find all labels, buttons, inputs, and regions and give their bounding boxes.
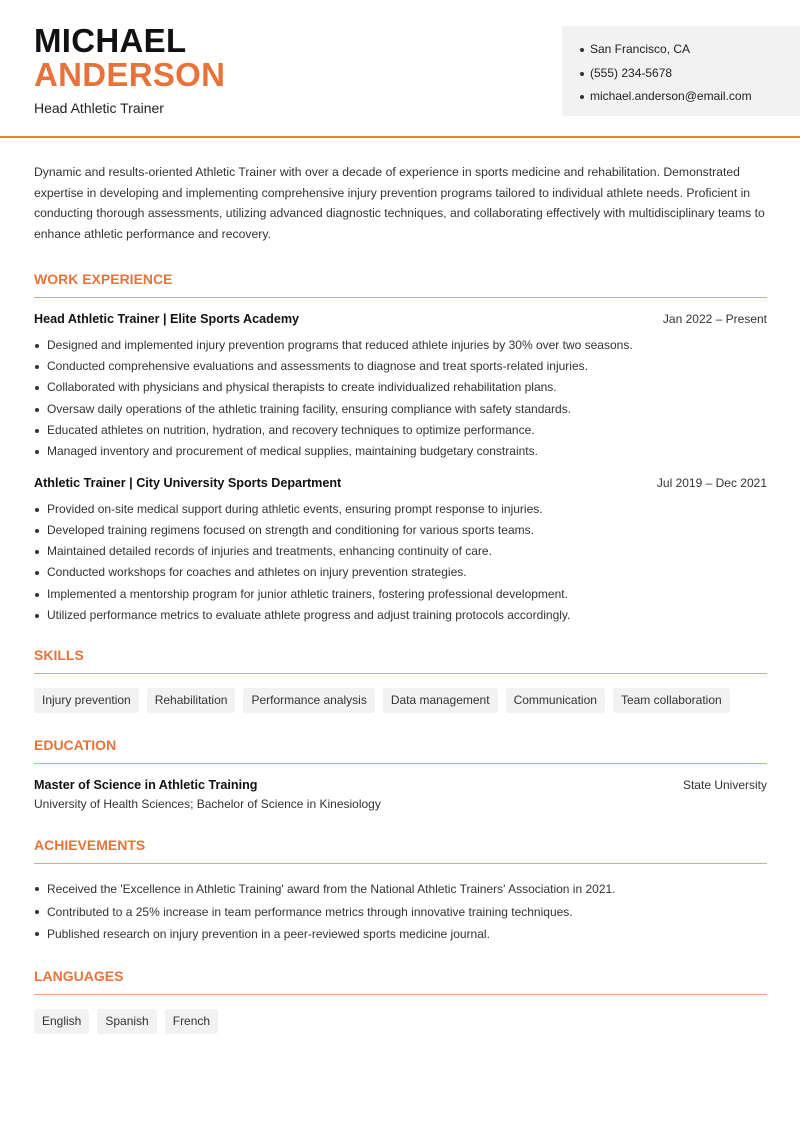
list-item: Developed training regimens focused on strength and conditioning for various sports teams. (34, 520, 767, 541)
list-item: Oversaw daily operations of the athletic training facility, ensuring compliance with safety standards. (34, 399, 767, 420)
list-item: Educated athletes on nutrition, hydration, and recovery techniques to optimize performance. (34, 420, 767, 441)
list-item: Received the 'Excellence in Athletic Training' award from the National Athletic Trainers' Association in 2021. (34, 878, 767, 901)
list-item: Implemented a mentorship program for junior athletic trainers, fostering professional development. (34, 584, 767, 605)
language-tag: French (165, 1009, 218, 1034)
language-tag: Spanish (97, 1009, 156, 1034)
skills-section (34, 647, 767, 713)
summary-paragraph: Dynamic and results-oriented Athletic Trainer with over a decade of experience in sports medicine and rehabilitation. Demonstrated expertise in developing and implementing comprehensive injury prevention programs tailored to individual athlete needs. Proficient in conducting thorough assessments, utilizing advanced diagnostic techniques, and collaborating effectively with multidisciplinary teams to enhance athletic performance and recovery. (34, 165, 765, 242)
list-item: Conducted workshops for coaches and athletes on injury prevention strategies. (34, 562, 767, 583)
skill-tag: Communication (506, 688, 605, 713)
job-role: Head Athletic Trainer | Elite Sports Academy (34, 311, 300, 326)
list-item: Provided on-site medical support during athletic events, ensuring prompt response to injuries. (34, 499, 767, 520)
list-item: Utilized performance metrics to evaluate athlete progress and adjust training protocols accordingly. (34, 605, 767, 626)
contact-phone: (555) 234-5678 (580, 62, 784, 86)
skill-tag: Team collaboration (613, 688, 730, 713)
contact-box (562, 26, 800, 116)
job-entry (34, 312, 767, 463)
section-title-languages: LANGUAGES (34, 968, 767, 995)
job-dates: Jan 2022 – Present (662, 311, 767, 326)
education-degree: Master of Science in Athletic Training (34, 778, 258, 793)
section-title-skills: SKILLS (34, 647, 767, 674)
resume-header (0, 0, 800, 138)
section-title-education: EDUCATION (34, 737, 767, 764)
skill-tag: Performance analysis (243, 688, 374, 713)
languages-section (34, 968, 767, 1034)
skill-tag: Rehabilitation (147, 688, 236, 713)
list-item: Managed inventory and procurement of medical supplies, maintaining budgetary constraints. (34, 441, 767, 462)
language-tag: English (34, 1009, 89, 1034)
job-role: Athletic Trainer | City University Sports Department (34, 475, 342, 490)
list-item: Collaborated with physicians and physical therapists to create individualized rehabilitation plans. (34, 377, 767, 398)
contact-location: San Francisco, CA (580, 38, 784, 62)
job-entry (34, 476, 767, 627)
first-name: MICHAEL (34, 22, 187, 59)
education-school: State University (682, 778, 767, 793)
last-name: ANDERSON (34, 56, 226, 93)
skill-tag: Data management (383, 688, 498, 713)
job-dates: Jul 2019 – Dec 2021 (656, 475, 767, 490)
list-item: Designed and implemented injury prevention programs that reduced athlete injuries by 30% over two seasons. (34, 335, 767, 356)
achievements-section (34, 837, 767, 946)
job-title: Head Athletic Trainer (34, 100, 164, 116)
skill-tag: Injury prevention (34, 688, 139, 713)
section-title-achievements: ACHIEVEMENTS (34, 837, 767, 864)
section-title-work: WORK EXPERIENCE (34, 271, 767, 298)
work-experience-section (34, 271, 767, 627)
education-details: University of Health Sciences; Bachelor of Science in Kinesiology (34, 797, 381, 812)
list-item: Maintained detailed records of injuries and treatments, enhancing continuity of care. (34, 541, 767, 562)
education-section (34, 737, 767, 811)
list-item: Published research on injury prevention in a peer-reviewed sports medicine journal. (34, 923, 767, 946)
contact-email[interactable]: michael.anderson@email.com (580, 85, 784, 109)
list-item: Conducted comprehensive evaluations and assessments to diagnose and treat sports-related injuries. (34, 356, 767, 377)
resume-body (34, 162, 767, 1034)
list-item: Contributed to a 25% increase in team performance metrics through innovative training techniques. (34, 901, 767, 924)
